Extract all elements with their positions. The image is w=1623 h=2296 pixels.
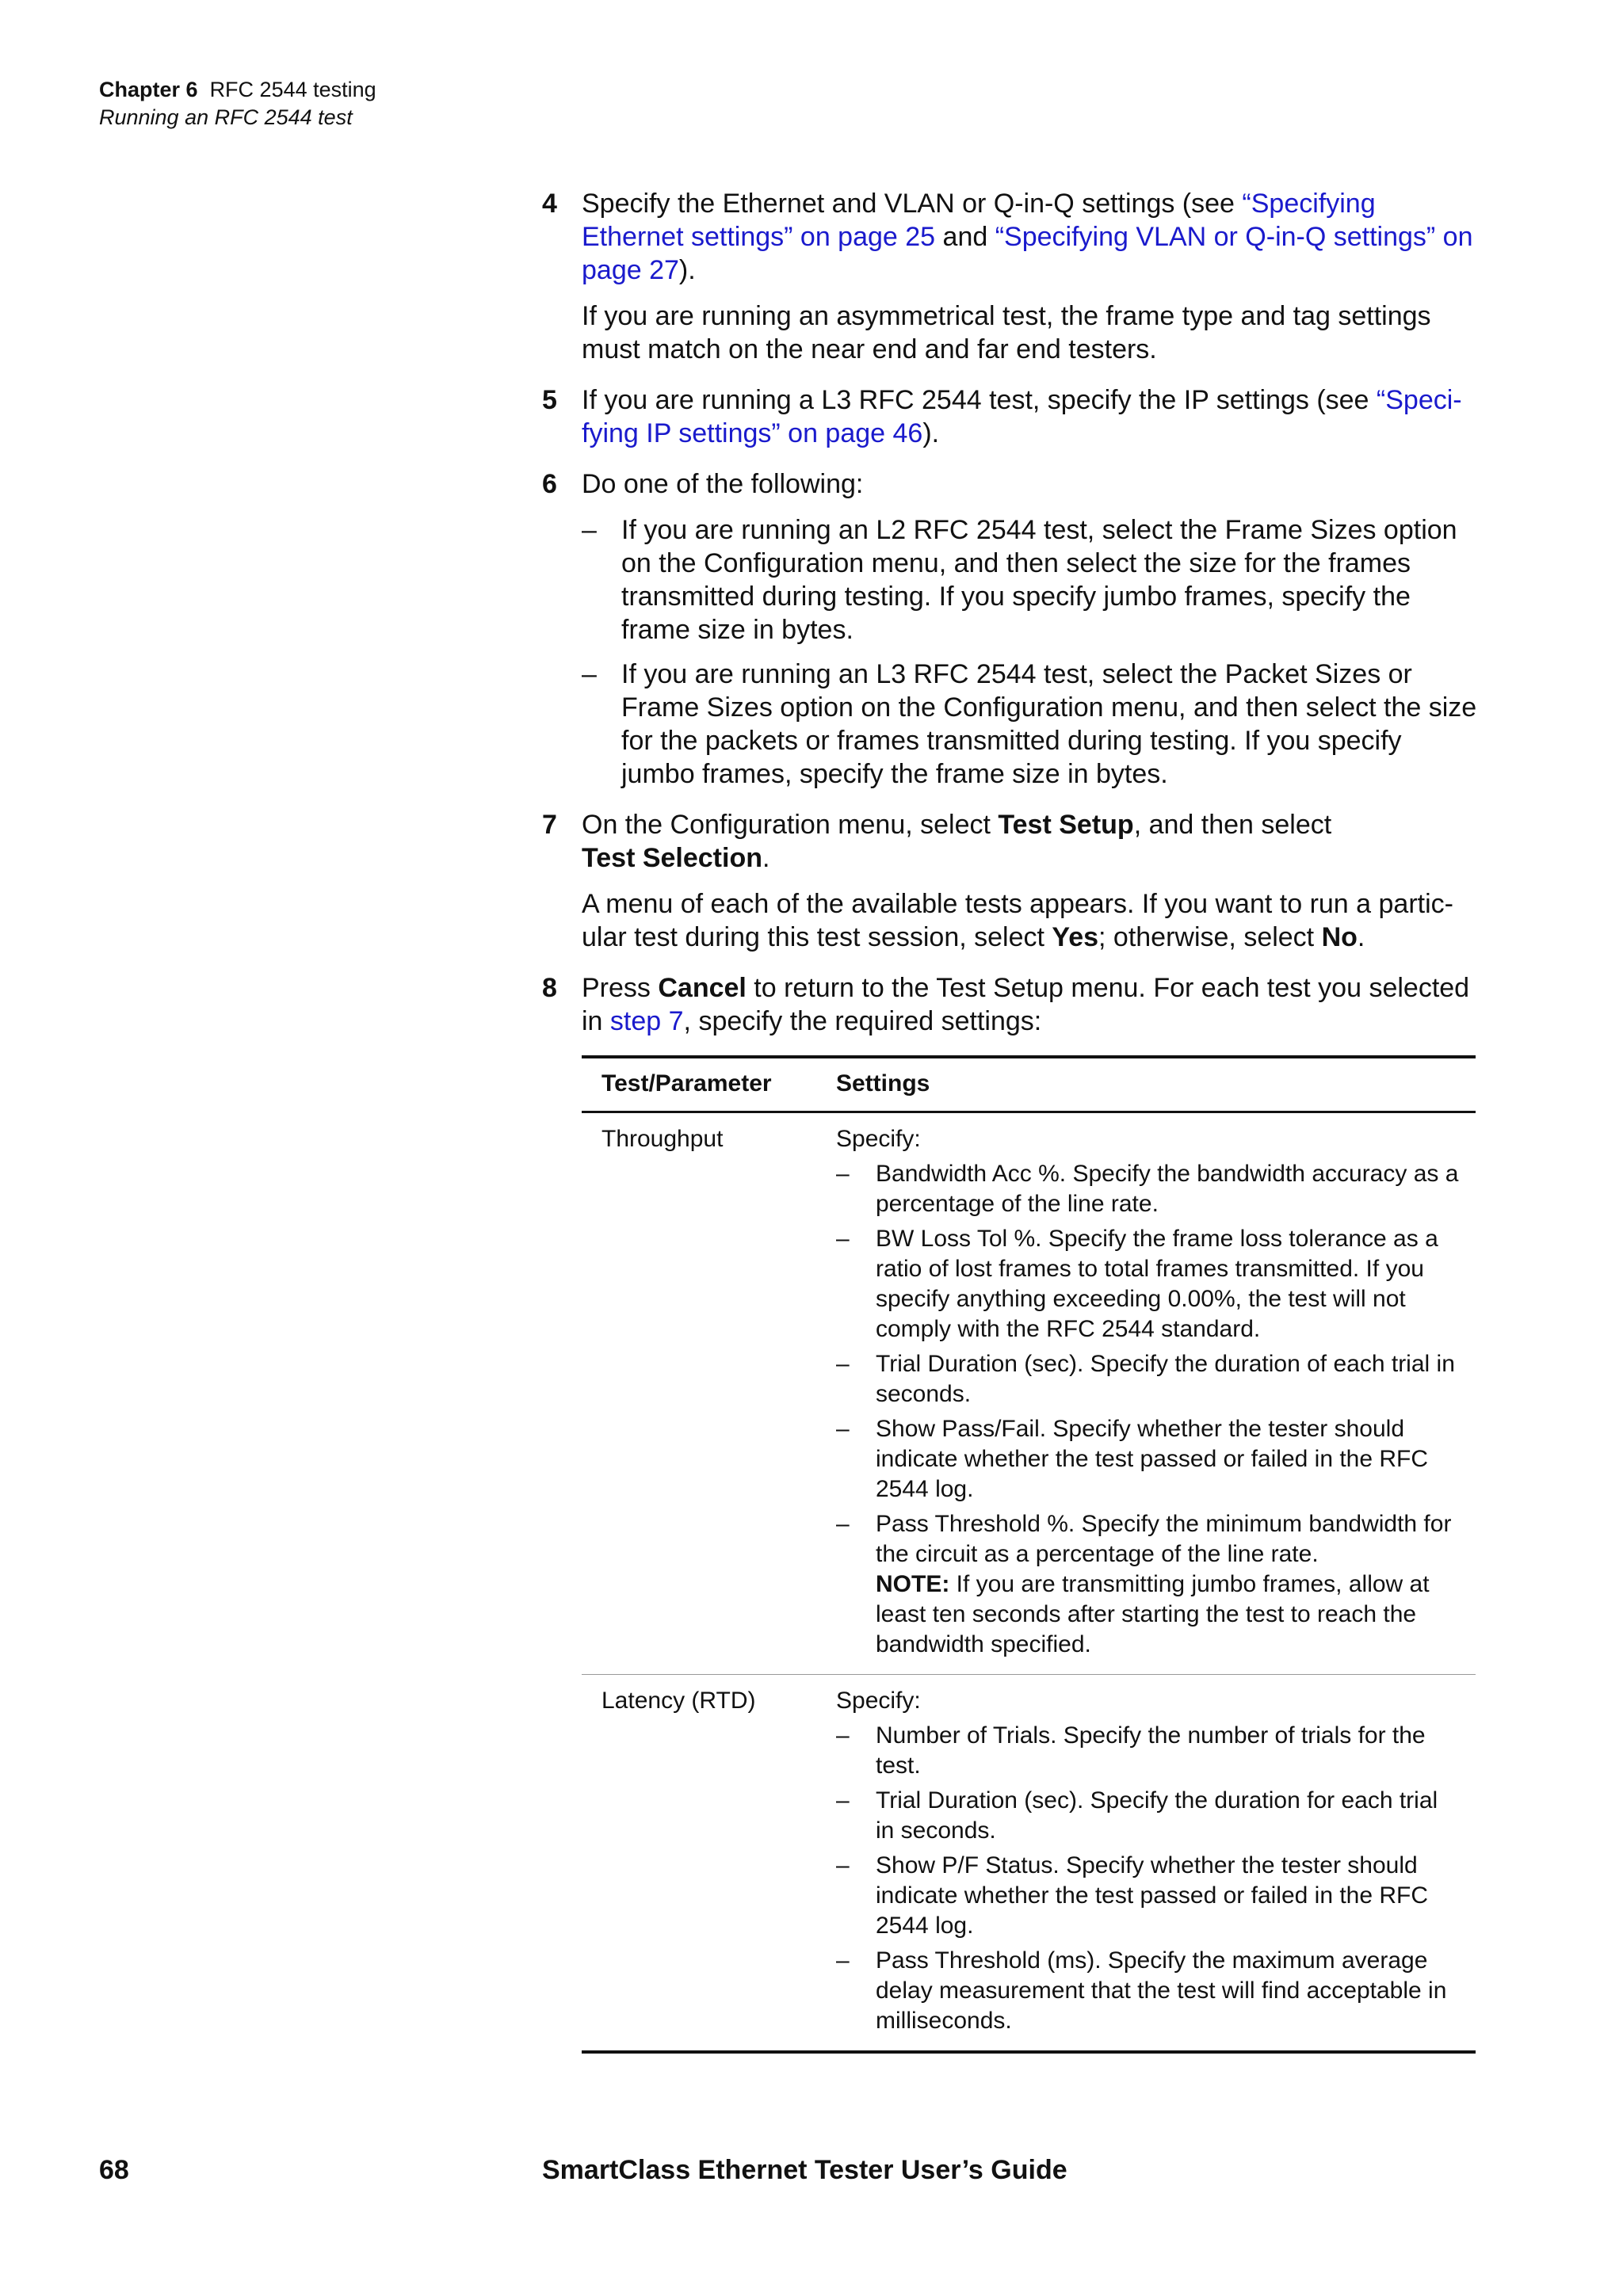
- link-ethernet-settings[interactable]: “Specifying Ethernet settings” on page 25: [582, 189, 1376, 252]
- section-title: Running an RFC 2544 test: [99, 105, 353, 129]
- step-text: [582, 383, 1477, 450]
- list-item-text: If you are running an L3 RFC 2544 test, select the Packet Sizes or Frame Sizes option on the Configuration menu, and then select the size for the packets or frames transmitted during testing. If you specify jumbo frames, specify the frame size in bytes.: [621, 659, 1477, 789]
- settings-cell: [836, 1124, 1476, 1665]
- dash-bullet: –: [836, 1947, 850, 1974]
- specify-label: Specify:: [836, 1688, 921, 1714]
- list-item: [582, 658, 1477, 791]
- text-run: On the Configuration menu, select: [582, 810, 999, 840]
- list-item: [836, 1851, 1460, 1941]
- list-item: [836, 1224, 1460, 1344]
- text-run: , and then select: [1133, 810, 1332, 840]
- parameter-cell: Throughput: [601, 1126, 724, 1152]
- dash-bullet: –: [836, 1351, 850, 1377]
- text-run: Specify the Ethernet and VLAN or Q-in-Q settings (see: [582, 189, 1243, 219]
- step-number: 4: [542, 189, 557, 219]
- list-item: [836, 1159, 1460, 1219]
- bold-term: Cancel: [658, 973, 747, 1003]
- settings-table: [582, 1055, 1476, 2054]
- specify-label: Specify:: [836, 1126, 921, 1152]
- text-run: A menu of each of the available tests appears. If you want to run a particular test during this test session, select: [582, 889, 1453, 952]
- step-6: [542, 467, 1477, 791]
- dash-bullet: –: [836, 1852, 850, 1878]
- list-item-text: Bandwidth Acc %. Specify the bandwidth accuracy as a percentage of the line rate.: [876, 1161, 1459, 1217]
- list-item-text: Trial Duration (sec). Specify the duration of each trial in seconds.: [876, 1351, 1455, 1407]
- step-5: [542, 383, 1477, 450]
- link-ip-settings[interactable]: “Specifying IP settings” on page 46: [582, 385, 1462, 448]
- settings-cell: [836, 1686, 1476, 2041]
- text-run: to return to the Test Setup menu. For each test you selected in: [582, 973, 1470, 1036]
- text-run: If you are running a L3 RFC 2544 test, specify the IP settings (see: [582, 385, 1377, 415]
- step-text: [582, 187, 1477, 287]
- step-4: [542, 187, 1477, 366]
- bold-term: Yes: [1052, 922, 1099, 952]
- step-number: 6: [542, 469, 557, 499]
- text-run: ; otherwise, select: [1098, 922, 1322, 952]
- list-item: [582, 513, 1477, 646]
- dash-bullet: –: [836, 1787, 850, 1814]
- dash-bullet: –: [582, 659, 597, 689]
- page-number: 68: [99, 2155, 129, 2185]
- dash-bullet: –: [836, 1416, 850, 1442]
- chapter-line: [99, 76, 376, 104]
- table-header: [582, 1058, 1476, 1113]
- list-item: [836, 1946, 1460, 2036]
- step-7: [542, 808, 1477, 954]
- step-number: 7: [542, 810, 557, 840]
- step-8: [542, 971, 1477, 1038]
- dash-bullet: –: [836, 1722, 850, 1749]
- bold-term: Test Selection: [582, 843, 762, 873]
- text-run: ).: [678, 255, 696, 285]
- guide-title: SmartClass Ethernet Tester User’s Guide: [542, 2155, 1067, 2185]
- step-note: If you are running an asymmetrical test, the frame type and tag settings must match on the near end and far end testers.: [582, 301, 1431, 364]
- text-run: .: [762, 843, 770, 873]
- list-item: [836, 1721, 1460, 1781]
- bold-term: Test Setup: [998, 810, 1134, 840]
- dash-bullet: –: [836, 1226, 850, 1252]
- parameter-cell: Latency (RTD): [601, 1688, 756, 1714]
- link-vlan-settings[interactable]: “Specifying VLAN or Q-in-Q settings” on page 27: [582, 222, 1473, 285]
- note-label: NOTE:: [876, 1571, 950, 1597]
- step-text: [582, 808, 1477, 875]
- step-number: 8: [542, 973, 557, 1003]
- table-row: [582, 1113, 1476, 1674]
- option-list: [582, 513, 1477, 791]
- step-note: [582, 887, 1477, 954]
- text-run: Press: [582, 973, 659, 1003]
- step-text: Do one of the following:: [582, 469, 864, 499]
- list-item: [836, 1349, 1460, 1409]
- list-item-text: Pass Threshold %. Specify the minimum bandwidth for the circuit as a percentage of the line rate.: [876, 1511, 1452, 1567]
- step-number: 5: [542, 385, 557, 415]
- dash-bullet: –: [582, 515, 597, 545]
- settings-list: [836, 1721, 1460, 2036]
- note-text: If you are transmitting jumbo frames, allow at least ten seconds after starting the test to reach the bandwidth specified.: [876, 1571, 1430, 1657]
- text-run: .: [1357, 922, 1365, 952]
- list-item-text: If you are running an L2 RFC 2544 test, select the Frame Sizes option on the Configuration menu, and then select the size for the frames transmitted during testing. If you specify jumbo frames, specify the frame size in bytes.: [621, 515, 1457, 645]
- settings-list: [836, 1159, 1460, 1660]
- list-item-text: Show Pass/Fail. Specify whether the tester should indicate whether the test passed or failed in the RFC 2544 log.: [876, 1416, 1429, 1502]
- step-text: [582, 971, 1477, 1038]
- bold-term: No: [1321, 922, 1358, 952]
- text-run: , specify the required settings:: [683, 1006, 1042, 1036]
- list-item-text: Pass Threshold (ms). Specify the maximum average delay measurement that the test will find acceptable in milliseconds.: [876, 1947, 1447, 2034]
- link-step-7[interactable]: step 7: [609, 1006, 684, 1036]
- list-item-text: Show P/F Status. Specify whether the tester should indicate whether the test passed or failed in the RFC 2544 log.: [876, 1852, 1429, 1939]
- list-item-text: Trial Duration (sec). Specify the duration for each trial in seconds.: [876, 1787, 1438, 1844]
- chapter-number: Chapter 6: [99, 78, 198, 101]
- column-header: Test/Parameter: [601, 1070, 772, 1097]
- page-header: [99, 76, 376, 132]
- list-item-text: Number of Trials. Specify the number of trials for the test.: [876, 1722, 1426, 1779]
- chapter-title: RFC 2544 testing: [209, 78, 376, 101]
- column-header: Settings: [836, 1070, 930, 1097]
- main-content: [542, 187, 1477, 2054]
- dash-bullet: –: [836, 1161, 850, 1187]
- list-item-text: BW Loss Tol %. Specify the frame loss tolerance as a ratio of lost frames to total frames transmitted. If you specify anything exceeding 0.00%, the test will not comply with the RFC 2544 standard.: [876, 1226, 1438, 1342]
- table-row: [582, 1674, 1476, 2050]
- list-item: [836, 1414, 1460, 1505]
- list-item: [836, 1786, 1460, 1846]
- list-item: [836, 1509, 1460, 1660]
- text-run: ).: [922, 418, 940, 448]
- text-run: and: [935, 222, 995, 252]
- dash-bullet: –: [836, 1511, 850, 1537]
